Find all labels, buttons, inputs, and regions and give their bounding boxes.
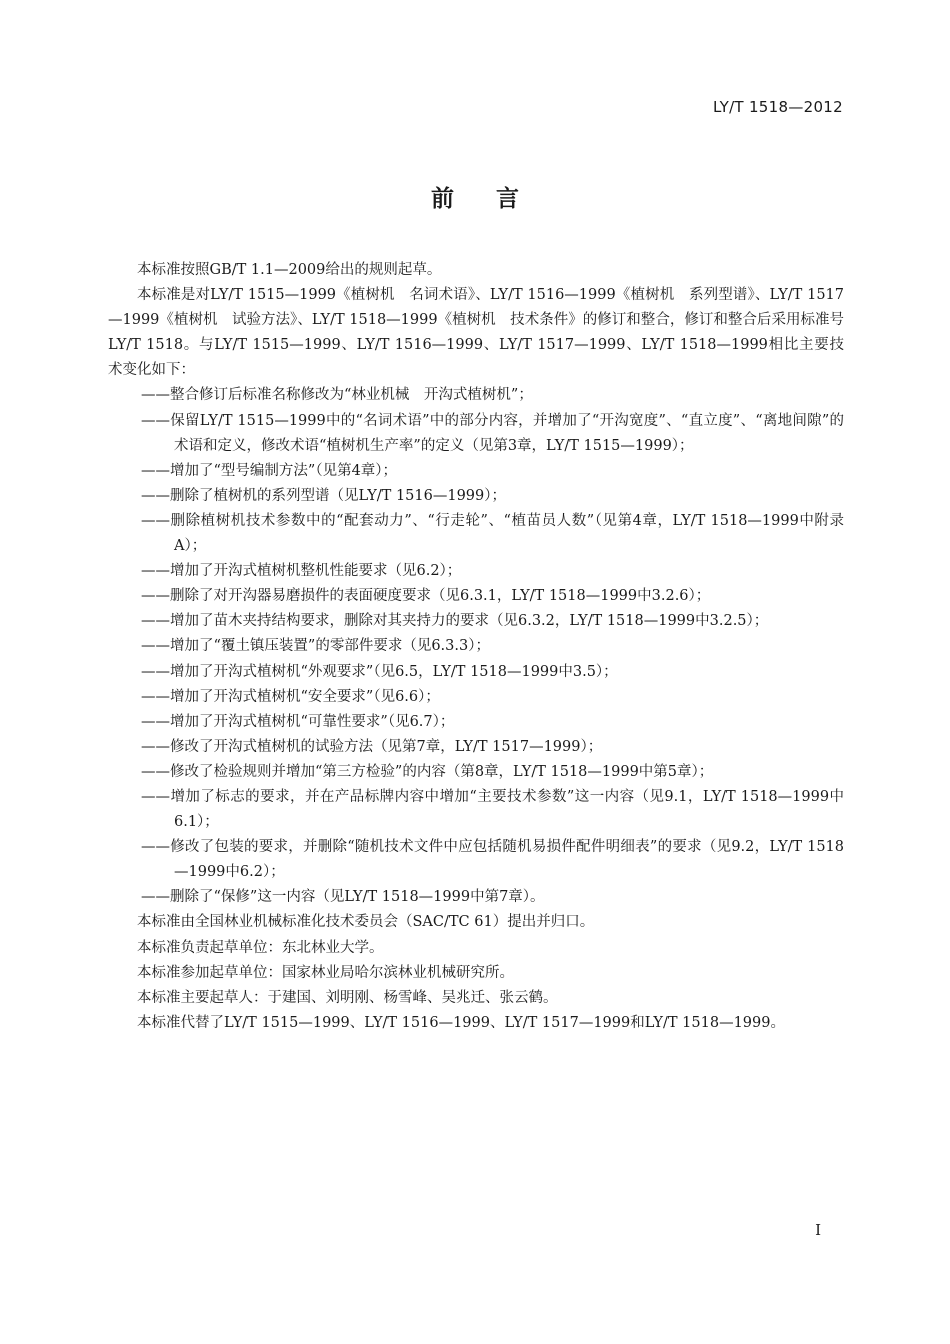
paragraph-replaces: 本标准代替了LY/T 1515—1999、LY/T 1516—1999、LY/T 1517—1999和LY/T 1518—1999。 — [137, 1014, 785, 1031]
list-item: ——增加了开沟式植树机“外观要求”（见6.5，LY/T 1518—1999中3.5）； — [141, 663, 618, 680]
page-title: 前言 — [431, 186, 561, 212]
list-item: ——修改了包装的要求，并删除“随机技术文件中应包括随机易损件配件明细表”的要求（见9.2，LY/T 1518—1999中6.2）； — [141, 839, 844, 881]
paragraph-revision-scope: 本标准是对LY/T 1515—1999《植树机 名词术语》、LY/T 1516—1999《植树机 系列型谱》、LY/T 1517—1999《植树机 试验方法》、LY/T 1518—1999《植树机 技术条件》的修订和整合，修订和整合后采用标准号LY/T 1518。与LY/T 1515—1999、LY/T 1516—1999、LY/T 1517—1999、LY/T 1518—1999相比主要技术变化如下： — [108, 287, 844, 379]
paragraph-drafting-rules: 本标准按照GB/T 1.1—2009给出的规则起草。 — [137, 262, 442, 278]
list-item: ——删除植树机技术参数中的“配套动力”、“行走轮”、“植苗员人数”（见第4章，LY/T 1518—1999中附录A）； — [141, 512, 844, 555]
paragraph-participating-unit: 本标准参加起草单位：国家林业局哈尔滨林业机械研究所。 — [137, 964, 514, 981]
paragraph-drafters: 本标准主要起草人：于建国、刘明刚、杨雪峰、吴兆迁、张云鹤。 — [137, 989, 558, 1006]
standard-code: LY/T 1518—2012 — [712, 98, 843, 116]
list-item: ——增加了开沟式植树机整机性能要求（见6.2）； — [141, 563, 462, 580]
list-item: ——增加了开沟式植树机“安全要求”（见6.6）； — [141, 688, 440, 705]
page-number: I — [815, 1221, 821, 1239]
technical-changes-list — [108, 383, 844, 910]
list-item: ——保留LY/T 1515—1999中的“名词术语”中的部分内容，并增加了“开沟宽度”、“直立度”、“离地间隙”的术语和定义，修改术语“植树机生产率”的定义（见第3章，LY/T 1515—1999）； — [141, 412, 844, 454]
list-item: ——修改了检验规则并增加“第三方检验”的内容（第8章，LY/T 1518—1999中第5章）； — [141, 763, 714, 780]
list-item: ——增加了开沟式植树机“可靠性要求”（见6.7）； — [141, 713, 455, 730]
list-item: ——增加了“型号编制方法”（见第4章）； — [141, 462, 398, 479]
list-item: ——修改了开沟式植树机的试验方法（见第7章，LY/T 1517—1999）； — [141, 738, 603, 755]
paragraph-proposer: 本标准由全国林业机械标准化技术委员会（SAC/TC 61）提出并归口。 — [137, 914, 595, 931]
list-item: ——删除了“保修”这一内容（见LY/T 1518—1999中第7章）。 — [141, 889, 545, 906]
foreword-body — [108, 258, 844, 1036]
list-item: ——删除了对开沟器易磨损件的表面硬度要求（见6.3.1，LY/T 1518—1999中3.2.6）； — [141, 588, 711, 605]
list-item: ——增加了“覆土镇压装置”的零部件要求（见6.3.3）； — [141, 638, 490, 655]
list-item: ——整合修订后标准名称修改为“林业机械 开沟式植树机”； — [141, 387, 533, 404]
list-item: ——增加了标志的要求，并在产品标牌内容中增加“主要技术参数”这一内容（见9.1，LY/T 1518—1999中6.1）； — [141, 788, 844, 831]
paragraph-responsible-unit: 本标准负责起草单位：东北林业大学。 — [137, 939, 384, 956]
list-item: ——增加了苗木夹持结构要求，删除对其夹持力的要求（见6.3.2，LY/T 1518—1999中3.2.5）； — [141, 613, 769, 630]
list-item: ——删除了植树机的系列型谱（见LY/T 1516—1999）； — [141, 487, 506, 504]
